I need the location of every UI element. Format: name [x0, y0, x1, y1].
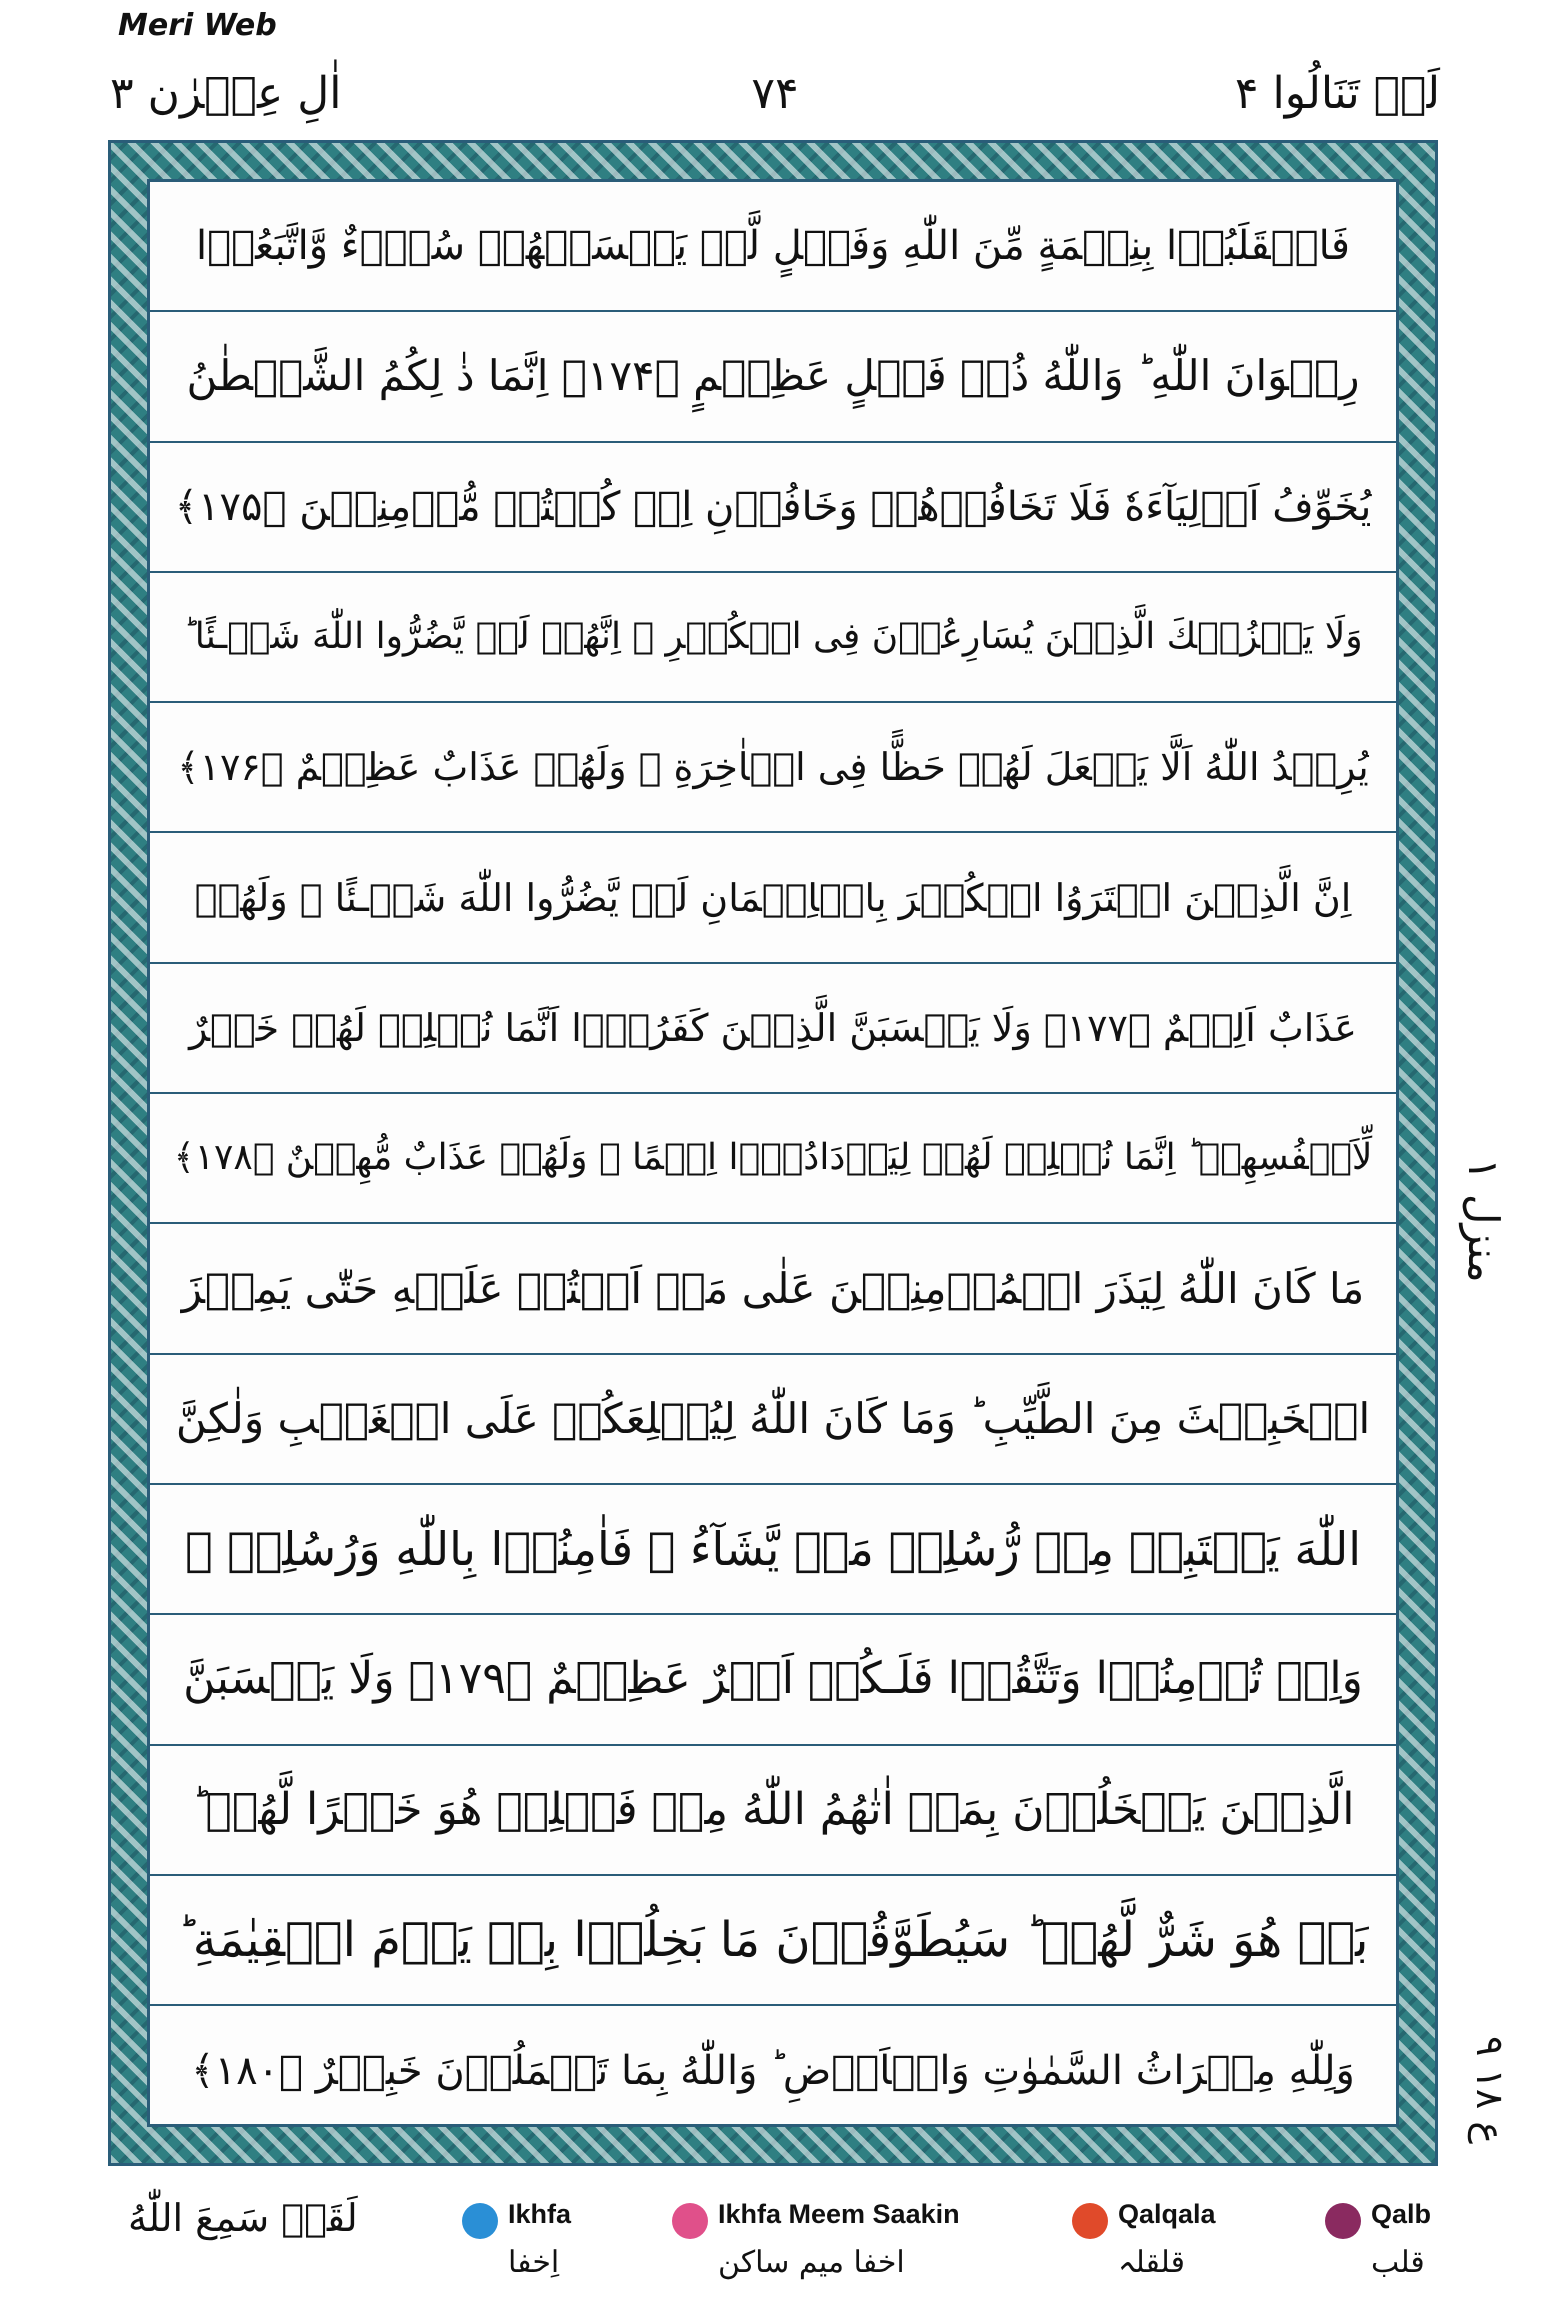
verse-line: وَاِنۡ تُؤۡمِنُوۡا وَتَتَّقُوۡا فَلَـكُمۡ اَجۡرٌ عَظِيۡمٌ ﴿۱۷۹﴾ وَلَا يَحۡسَبَنَّ [150, 1615, 1396, 1745]
ikhfa-meem-color-dot [672, 2203, 708, 2239]
verse-line: مَا كَانَ اللّٰهُ لِيَذَرَ الۡمُؤۡمِنِيۡنَ عَلٰى مَاۤ اَنۡتُمۡ عَلَيۡهِ حَتّٰى يَمِيۡزَ [150, 1224, 1396, 1354]
surah-title: اٰلِ عِمۡرٰن ۳ [110, 68, 342, 119]
ruku-marker: ع ۱۸ ۹ [1468, 2035, 1512, 2145]
legend-label-urdu: قلب [1371, 2245, 1425, 2280]
ornamental-border [108, 140, 1438, 2166]
legend-label-urdu: اخفا میم ساکن [718, 2245, 905, 2280]
tajweed-legend [0, 2195, 1556, 2303]
legend-label-urdu: قلقلہ [1118, 2245, 1185, 2280]
legend-label: Qalqala [1118, 2199, 1216, 2229]
verse-line: بَلۡ هُوَ شَرٌّ لَّهُمۡ ؕ سَيُطَوَّقُوۡنَ مَا بَخِلُوۡا بِهٖ يَوۡمَ الۡقِيٰمَةِ ؕ [150, 1876, 1396, 2006]
verse-line: عَذَابٌ اَلِيۡمٌ ﴿۱۷۷﴾ وَلَا يَحۡسَبَنَّ الَّذِيۡنَ كَفَرُوۡۤا اَنَّمَا نُمۡلِىۡ لَهُمۡ خَيۡرٌ [150, 964, 1396, 1094]
verse-line: وَلِلّٰهِ مِيۡرَاثُ السَّمٰوٰتِ وَالۡاَرۡضِ ؕ وَاللّٰهُ بِمَا تَعۡمَلُوۡنَ خَبِيۡرٌ ﴿۱۸۰﴾ [191, 2048, 1355, 2095]
verse-line: يُخَوِّفُ اَوۡلِيَآءَهٗ فَلَا تَخَافُوۡهُمۡ وَخَافُوۡنِ اِنۡ كُنۡتُمۡ مُّؤۡمِنِيۡنَ ﴿۱۷۵﴾ [150, 443, 1396, 573]
text-panel [147, 179, 1399, 2127]
site-name: Meri Web [118, 8, 277, 43]
verse-line: الَّذِيۡنَ يَبۡخَلُوۡنَ بِمَاۤ اٰتٰهُمُ اللّٰهُ مِنۡ فَضۡلِهٖ هُوَ خَيۡرًا لَّهُمۡ ؕ [150, 1746, 1396, 1876]
verse-line: الۡخَبِيۡثَ مِنَ الطَّيِّبِ ؕ وَمَا كَانَ اللّٰهُ لِيُطۡلِعَكُمۡ عَلَى الۡغَيۡبِ وَلٰكِنَّ [150, 1355, 1396, 1485]
verse-line: رِضۡوَانَ اللّٰهِ ؕ وَاللّٰهُ ذُوۡ فَضۡلٍ عَظِيۡمٍ ﴿۱۷۴﴾ اِنَّمَا ذٰ لِكُمُ الشَّيۡطٰنُ [150, 312, 1396, 442]
verse-line: فَانۡقَلَبُوۡا بِنِعۡمَةٍ مِّنَ اللّٰهِ وَفَضۡلٍ لَّمۡ يَمۡسَسۡهُمۡ سُوۡٓءٌ وَّاتَّبَعُوۡا [150, 182, 1396, 312]
qalqala-color-dot [1072, 2203, 1108, 2239]
verse-line: اِنَّ الَّذِيۡنَ اشۡتَرَوُا الۡكُفۡرَ بِالۡاِيۡمَانِ لَنۡ يَّضُرُّوا اللّٰهَ شَيۡـئًا ۚ وَلَهُمۡ [150, 833, 1396, 963]
qalb-color-dot [1325, 2203, 1361, 2239]
legend-label-urdu: اِخفا [508, 2245, 560, 2280]
verse-line: لِّاَنۡفُسِهِمۡ ؕ اِنَّمَا نُمۡلِىۡ لَهُمۡ لِيَزۡدَادُوۡۤا اِثۡمًا ۚ وَلَهُمۡ عَذَابٌ مُّهِيۡنٌ ﴿۱۷۸﴾ [150, 1094, 1396, 1224]
juz-title: لَنۡ تَنَالُوا ۴ [1234, 68, 1440, 119]
ikhfa-color-dot [462, 2203, 498, 2239]
legend-label: Ikhfa Meem Saakin [718, 2199, 960, 2229]
manzil-marker: منزل ۱ [1459, 1157, 1508, 1283]
page-header [110, 68, 1440, 138]
page-number: ۷۴ [751, 68, 799, 119]
legend-label: Ikhfa [508, 2199, 572, 2229]
next-page-catchword: لَقَدۡ سَمِعَ اللّٰهُ [128, 2196, 358, 2240]
legend-label: Qalb [1371, 2199, 1432, 2229]
verse-line: وَلَا يَحۡزُنۡكَ الَّذِيۡنَ يُسَارِعُوۡنَ فِى الۡكُفۡرِ ۚ اِنَّهُمۡ لَنۡ يَّضُرُّوا اللّٰهَ شَيۡـئًا ؕ [150, 573, 1396, 703]
verse-line: اللّٰهَ يَجۡتَبِىۡ مِنۡ رُّسُلِهٖ مَنۡ يَّشَآءُ ۖ فَاٰمِنُوۡا بِاللّٰهِ وَرُسُلِهٖ ۚ [150, 1485, 1396, 1615]
verse-line: يُرِيۡدُ اللّٰهُ اَلَّا يَجۡعَلَ لَهُمۡ حَظًّا فِى الۡاٰخِرَةِ ۚ وَلَهُمۡ عَذَابٌ عَظِيۡمٌ ﴿۱۷۶﴾ [150, 703, 1396, 833]
